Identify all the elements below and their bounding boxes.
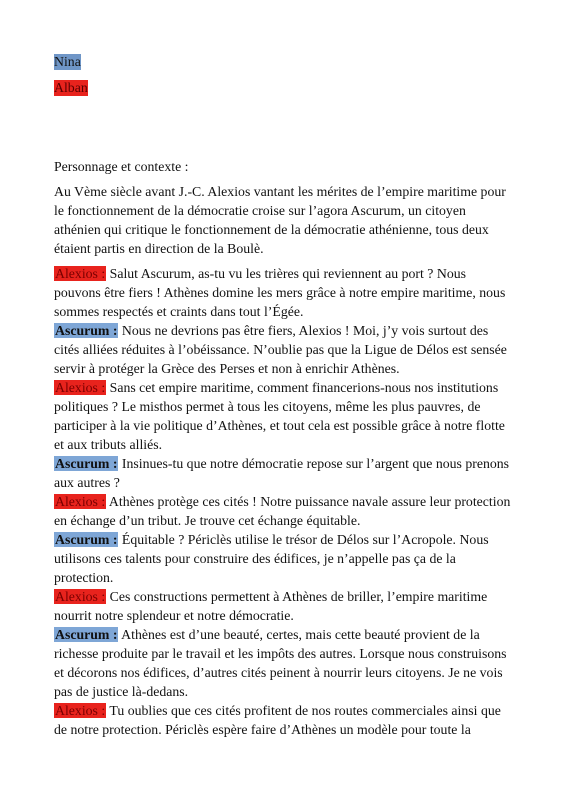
dialogue-text: Tu oublies que ces cités profitent de nos routes commerciales ainsi que de notre protection. Périclès espère faire d’Athènes un modèle pour toute la: [54, 703, 501, 737]
speaker-label-ascurum: Ascurum :: [55, 323, 118, 338]
dialogue-text: Insinues-tu que notre démocratie repose sur l’argent que nous prenons aux autres ?: [54, 456, 510, 490]
speaker-label-alexios: Alexios :: [55, 266, 106, 281]
dialogue: [54, 264, 514, 739]
speaker-label-ascurum: Ascurum :: [55, 627, 118, 642]
dialogue-text: Ces constructions permettent à Athènes de briller, l’empire maritime nourrit notre splendeur et notre démocratie.: [54, 589, 488, 623]
dialogue-text: Sans cet empire maritime, comment financerions-nous nos institutions politiques ? Le misthos permet à tous les citoyens, même les plus pauvres, de participer à la vie politique d’Athènes, et tout cela est possible grâce à notre flotte et aux tributs alliés.: [54, 380, 505, 452]
context-paragraph: Au Vème siècle avant J.-C. Alexios vantant les mérites de l’empire maritime pour le fonctionnement de la démocratie croise sur l’agora Ascurum, un citoyen athénien qui critique le fonctionnement de la démocratie athénienne, tous deux étaient partis en direction de la Boulè.: [54, 184, 506, 256]
author-name-alban: Alban: [54, 80, 88, 95]
dialogue-text: Athènes est d’une beauté, certes, mais cette beauté provient de la richesse produite par le travail et les impôts des autres. Lorsque nous construisons et décorons nos édifices, d’autres cités peinent à nourrir leurs citoyens. Je ne vois pas de justice là-dedans.: [54, 627, 507, 699]
speaker-label-alexios: Alexios :: [55, 494, 106, 509]
author-name-nina: Nina: [54, 54, 81, 69]
dialogue-text: Nous ne devrions pas être fiers, Alexios ! Moi, j’y vois surtout des cités alliées réduites à l’obéissance. N’oublie pas que la Ligue de Délos est sensée servir à protéger la Grèce des Perses et non à enrichir Athènes.: [54, 323, 507, 376]
speaker-label-ascurum: Ascurum :: [55, 532, 118, 547]
dialogue-turn: [54, 587, 514, 625]
section-heading: Personnage et contexte :: [54, 159, 189, 174]
speaker-label-ascurum: Ascurum :: [55, 456, 118, 471]
speaker-label-alexios: Alexios :: [55, 703, 106, 718]
dialogue-text: Salut Ascurum, as-tu vu les trières qui reviennent au port ? Nous pouvons être fiers ! Athènes domine les mers grâce à notre empire maritime, nous sommes respectés et craints dans tout l’Égée.: [54, 266, 506, 319]
dialogue-text: Équitable ? Périclès utilise le trésor de Délos sur l’Acropole. Nous utilisons ces talents pour construire des édifices, je n’appelle pas ça de la protection.: [54, 532, 489, 585]
speaker-label-alexios: Alexios :: [55, 589, 106, 604]
dialogue-turn: [54, 321, 514, 378]
dialogue-turn: [54, 701, 514, 739]
dialogue-turn: [54, 454, 514, 492]
speaker-label-alexios: Alexios :: [55, 380, 106, 395]
dialogue-turn: [54, 625, 514, 701]
dialogue-turn: [54, 378, 514, 454]
dialogue-turn: [54, 264, 514, 321]
dialogue-turn: [54, 492, 514, 530]
dialogue-turn: [54, 530, 514, 587]
dialogue-text: Athènes protège ces cités ! Notre puissance navale assure leur protection en échange d’un tribut. Je trouve cet échange équitable.: [54, 494, 511, 528]
